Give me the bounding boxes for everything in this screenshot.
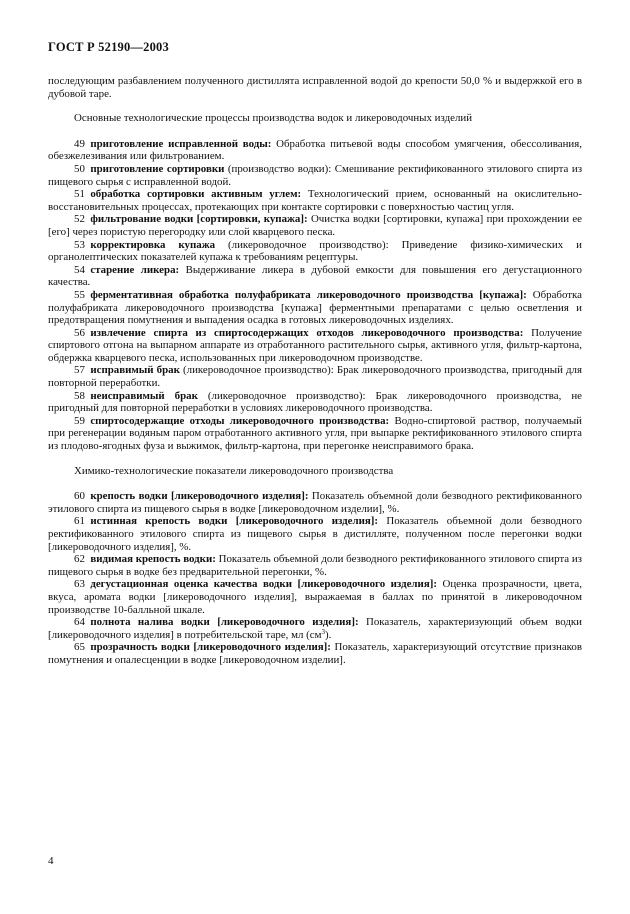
term-title: обработка сортировки активным углем: xyxy=(90,188,302,201)
term-number: 53 xyxy=(74,238,85,251)
term-entry xyxy=(48,616,582,641)
term-definition: Получение спиртового отгона на выпарном аппарате из отработанного растительного сырья, активного угля, фильтр-картона, обдержка кварцевого песка, использованных при ликероводочном производстве. xyxy=(48,326,582,364)
term-title: спиртосодержащие отходы ликероводочного производства: xyxy=(90,414,390,427)
term-number: 56 xyxy=(74,326,85,339)
term-definition: (ликероводочное производство): Брак ликероводочного производства, не пригодный для повторной переработки в условиях ликероводочного производства. xyxy=(48,389,582,415)
term-title: дегустационная оценка качества водки [ликероводочного изделия]: xyxy=(90,578,437,591)
term-title: ферментативная обработка полуфабриката ликероводочного производства [купажа]: xyxy=(90,288,527,301)
term-entry xyxy=(48,239,582,264)
term-title: приготовление исправленной воды: xyxy=(90,137,272,150)
entries-indicators xyxy=(48,490,582,666)
term-definition: Показатель, характеризующий отсутствие признаков помутнения и опалесценции в водке [ликероводочном изделии]. xyxy=(48,641,582,666)
term-number: 64 xyxy=(74,616,85,629)
term-number: 65 xyxy=(74,641,85,654)
term-definition: Обработка питьевой воды способом умягчения, обессоливания, обезжелезивания или фильтрованием. xyxy=(48,137,582,163)
document-header: ГОСТ Р 52190—2003 xyxy=(48,40,169,54)
term-entry xyxy=(48,490,582,515)
term-title: фильтрование водки [сортировки, купажа]: xyxy=(90,213,308,226)
term-definition: Показатель, характеризующий объем водки [ликероводочного изделия] в потребительской таре, мл (см xyxy=(48,616,582,641)
term-entry xyxy=(48,264,582,289)
term-number: 50 xyxy=(74,162,85,175)
term-number: 61 xyxy=(74,515,85,528)
term-title: неисправимый брак xyxy=(90,389,198,402)
term-title: истинная крепость водки [ликероводочного изделия]: xyxy=(90,515,379,528)
term-title: прозрачность водки [ликероводочного изделия]: xyxy=(90,641,331,654)
term-entry xyxy=(48,578,582,616)
term-entry xyxy=(48,138,582,163)
term-number: 55 xyxy=(74,288,85,301)
term-definition-tail: ). xyxy=(325,628,332,641)
term-definition: Показатель объемной доли безводного ректификованного этилового спирта из пищевого сырья в водке [ликероводочном изделии], %. xyxy=(48,490,582,515)
term-entry xyxy=(48,213,582,238)
term-entry xyxy=(48,188,582,213)
term-definition: (ликероводочное производство): Брак ликероводочного производства, пригодный для повторной переработки. xyxy=(48,364,582,390)
section-title-processes: Основные технологические процессы производства водок и ликероводочных изделий xyxy=(74,112,473,125)
entries-processes xyxy=(48,138,582,453)
term-number: 52 xyxy=(74,213,85,226)
term-definition: Обработка полуфабриката ликероводочного производства [купажа] ферментными препаратами с целью осветления и предотвращения помутнения и выпадения осадка в готовых ликероводочных изделиях. xyxy=(48,288,582,327)
term-entry xyxy=(48,364,582,389)
term-definition: Показатель объемной доли безводного ректификованного этилового спирта из пищевого сырья в дистилляте, полученном после перегонки водки [ликероводочного изделия], %. xyxy=(48,515,582,553)
term-entry xyxy=(48,553,582,578)
intro-paragraph: последующим разбавлением полученного дистиллята исправленной водой до крепости 50,0 % и выдержкой его в дубовой таре. xyxy=(48,75,582,100)
term-title: крепость водки [ликероводочного изделия]: xyxy=(90,490,309,503)
term-entry xyxy=(48,289,582,327)
term-number: 63 xyxy=(74,578,85,591)
term-number: 51 xyxy=(74,188,85,201)
superscript: 3 xyxy=(321,627,326,636)
term-title: исправимый брак xyxy=(90,364,180,377)
term-definition: Очистка водки [сортировки, купажа] при прохождении ее [его] через пористую перегородку или слой кварцевого песка. xyxy=(48,213,583,238)
term-title: корректировка купажа xyxy=(90,238,216,251)
term-number: 54 xyxy=(74,263,85,276)
term-entry xyxy=(48,641,582,666)
document-page xyxy=(48,40,582,667)
term-title: приготовление сортировки xyxy=(90,162,225,175)
page-number: 4 xyxy=(48,855,54,867)
term-definition: Выдерживание ликера в дубовой емкости для повышения его дегустационного качества. xyxy=(48,263,582,289)
term-definition: Технологический прием, основанный на окислительно-восстановительных процессах, протекающих при контакте сортировки с поверхностью частиц угля. xyxy=(48,188,582,213)
term-number: 49 xyxy=(74,137,85,150)
term-entry xyxy=(48,415,582,453)
term-title: полнота налива водки [ликероводочного изделия]: xyxy=(90,616,359,629)
term-title: старение ликера: xyxy=(90,263,180,276)
term-title: видимая крепость водки: xyxy=(90,553,216,566)
term-title: извлечение спирта из спиртосодержащих отходов ликероводочного производства: xyxy=(90,326,524,339)
term-definition: (ликероводочное производство): Приведение физико-химических и органолептических показателей купажа к требованиям рецептуры. xyxy=(48,238,582,264)
term-definition: Показатель объемной доли безводного ректификованного этилового спирта из пищевого сырья в водке без предварительной перегонки, %. xyxy=(48,553,582,578)
term-entry xyxy=(48,163,582,188)
term-number: 58 xyxy=(74,389,85,402)
term-entry xyxy=(48,327,582,365)
section-title-indicators: Химико-технологические показатели ликероводочного производства xyxy=(74,464,394,477)
term-entry xyxy=(48,515,582,553)
term-number: 59 xyxy=(74,414,85,427)
term-definition: (производство водки): Смешивание ректификованного этилового спирта из пищевого сырья с исправленной водой. xyxy=(48,162,582,188)
term-entry xyxy=(48,390,582,415)
term-number: 57 xyxy=(74,364,85,377)
term-definition: Оценка прозрачности, цвета, вкуса, аромата водки [ликероводочного изделия], выражаемая в баллах по принятой в ликероводочном производстве 10-балльной шкале. xyxy=(48,578,582,616)
term-number: 60 xyxy=(74,490,85,503)
term-number: 62 xyxy=(74,553,85,566)
term-definition: Водно-спиртовой раствор, получаемый при регенерации водяным паром отработанного активного угля, при выпарке ректификованного этилового спирта из плодово-ягодных фуза и выжимок, фильтр-картона, при перегонке неисправимого брака. xyxy=(48,414,582,453)
